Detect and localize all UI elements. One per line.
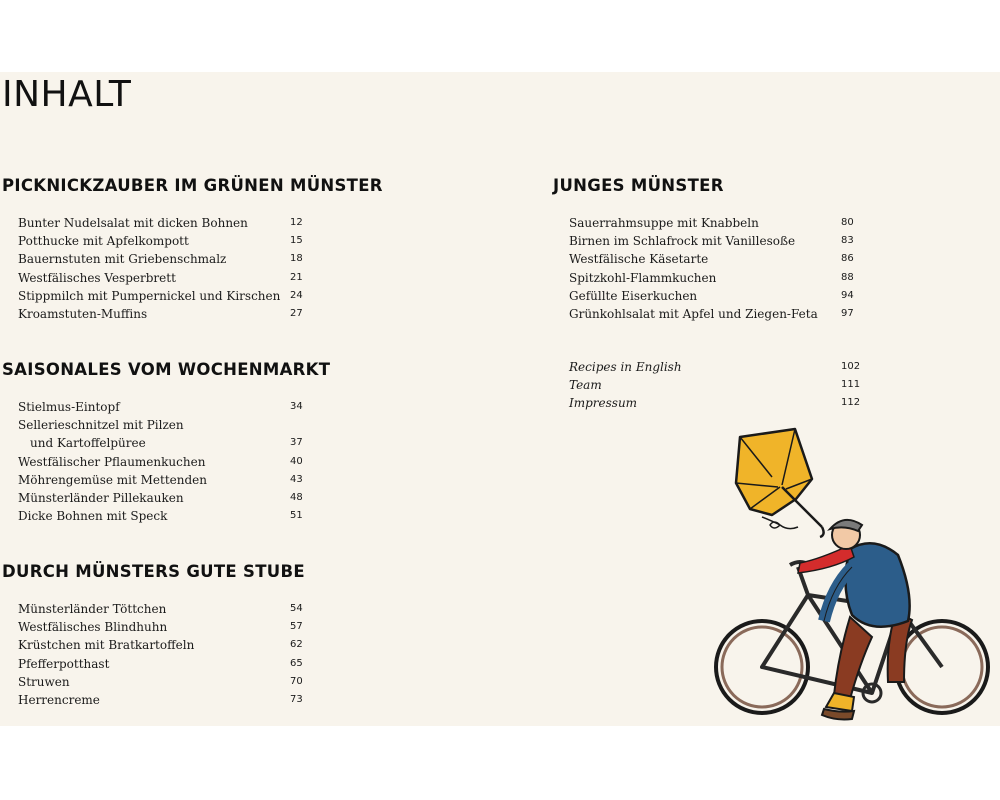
entry-page: 27	[290, 307, 303, 319]
entry-title: Westfälisches Vesperbrett	[18, 270, 176, 285]
entry-title: Westfälische Käsetarte	[569, 252, 709, 267]
section-heading: DURCH MÜNSTERS GUTE STUBE	[2, 562, 305, 581]
entry-title: Gefüllte Eiserkuchen	[569, 288, 698, 303]
entry-page: 70	[290, 675, 303, 687]
entry-page: 48	[290, 491, 303, 503]
entry-title: Münsterländer Töttchen	[18, 602, 167, 616]
toc-entry[interactable]	[18, 618, 318, 636]
toc-entry[interactable]	[18, 453, 318, 471]
section-heading: SAISONALES VOM WOCHENMARKT	[2, 360, 331, 379]
entry-title: Möhrengemüse mit Mettenden	[18, 472, 207, 487]
toc-entry[interactable]	[18, 416, 318, 434]
entry-page: 40	[290, 455, 303, 467]
entry-page: 54	[290, 603, 303, 614]
entry-page: 80	[841, 217, 854, 228]
entry-page: 86	[841, 253, 854, 265]
section-heading: JUNGES MÜNSTER	[553, 176, 724, 195]
entry-page: 21	[290, 271, 303, 283]
toc-entry[interactable]	[569, 269, 869, 287]
toc-entry[interactable]	[18, 214, 318, 232]
entry-title: Spitzkohl-Flammkuchen	[569, 270, 717, 285]
entry-title: Sellerieschnitzel mit Pilzen	[18, 418, 184, 433]
page-title: INHALT	[2, 74, 132, 115]
entry-page: 97	[841, 307, 854, 319]
section-saisonales	[2, 360, 331, 524]
toc-entry[interactable]	[18, 250, 318, 268]
toc-entry[interactable]	[18, 232, 318, 250]
section-heading: PICKNICKZAUBER IM GRÜNEN MÜNSTER	[2, 176, 383, 195]
entry-title: Sauerrahmsuppe mit Knabbeln	[569, 216, 759, 230]
entry-title: Team	[569, 378, 602, 393]
entry-page: 15	[290, 235, 303, 247]
toc-entry[interactable]	[569, 376, 869, 394]
toc-entry[interactable]	[18, 434, 318, 452]
toc-entry[interactable]	[18, 673, 318, 691]
entry-title: Impressum	[569, 396, 638, 411]
entry-title: Westfälisches Blindhuhn	[18, 620, 168, 635]
toc-page	[0, 72, 1000, 726]
toc-entry[interactable]	[18, 655, 318, 673]
cyclist-illustration	[700, 417, 1000, 722]
entry-page: 57	[290, 621, 303, 633]
entry-title: Grünkohlsalat mit Apfel und Ziegen-Feta	[569, 306, 818, 321]
entry-page: 94	[841, 289, 854, 301]
entry-list	[569, 214, 869, 323]
entry-title: Pfefferpotthast	[18, 656, 110, 671]
entry-title: Krüstchen mit Bratkartoffeln	[18, 638, 195, 653]
entry-page: 102	[841, 361, 861, 372]
toc-entry[interactable]	[569, 358, 869, 376]
entry-title: Struwen	[18, 674, 70, 689]
section-picknickzauber	[2, 176, 383, 321]
toc-entry[interactable]	[18, 471, 318, 489]
entry-title: Stippmilch mit Pumpernickel und Kirschen	[18, 288, 281, 303]
entry-title: Kroamstuten-Muffins	[18, 306, 148, 321]
toc-entry[interactable]	[18, 398, 318, 416]
entry-title: Herrencreme	[18, 692, 100, 707]
toc-entry[interactable]	[569, 214, 869, 232]
entry-page: 111	[841, 379, 861, 391]
toc-entry[interactable]	[569, 305, 869, 323]
entry-title: und Kartoffelpüree	[30, 436, 146, 451]
toc-entry[interactable]	[18, 636, 318, 654]
entry-page: 34	[290, 401, 303, 412]
toc-entry[interactable]	[18, 287, 318, 305]
entry-list	[18, 214, 318, 323]
entry-title: Bunter Nudelsalat mit dicken Bohnen	[18, 216, 248, 230]
section-gute-stube	[2, 562, 305, 707]
entry-title: Potthucke mit Apfelkompott	[18, 234, 189, 249]
entry-list	[569, 358, 869, 413]
toc-entry[interactable]	[18, 600, 318, 618]
toc-entry[interactable]	[18, 489, 318, 507]
entry-page: 51	[290, 510, 303, 522]
entry-title: Münsterländer Pillekauken	[18, 490, 184, 505]
entry-list	[18, 398, 318, 525]
entry-page: 12	[290, 217, 303, 228]
toc-entry[interactable]	[569, 394, 869, 412]
entry-title: Birnen im Schlafrock mit Vanillesoße	[569, 234, 796, 249]
entry-title: Recipes in English	[569, 360, 682, 374]
entry-page: 88	[841, 271, 854, 283]
toc-entry[interactable]	[569, 232, 869, 250]
entry-page: 112	[841, 397, 861, 409]
entry-list	[18, 600, 318, 709]
toc-entry[interactable]	[18, 305, 318, 323]
entry-page: 73	[290, 693, 303, 705]
toc-entry[interactable]	[18, 269, 318, 287]
entry-page: 62	[290, 639, 303, 651]
entry-title: Dicke Bohnen mit Speck	[18, 509, 168, 524]
entry-page: 65	[290, 657, 303, 669]
toc-entry[interactable]	[569, 287, 869, 305]
toc-entry[interactable]	[569, 250, 869, 268]
entry-title: Westfälischer Pflaumenkuchen	[18, 454, 206, 469]
entry-title: Stielmus-Eintopf	[18, 400, 120, 414]
entry-page: 37	[290, 437, 303, 449]
entry-title: Bauernstuten mit Griebenschmalz	[18, 252, 227, 267]
umbrella-icon	[736, 429, 824, 537]
entry-page: 83	[841, 235, 854, 247]
entry-page: 43	[290, 473, 303, 485]
entry-page: 18	[290, 253, 303, 265]
toc-entry[interactable]	[18, 691, 318, 709]
section-junges-muenster	[553, 176, 854, 321]
toc-entry[interactable]	[18, 507, 318, 525]
wind-icon	[762, 517, 798, 529]
entry-page: 24	[290, 289, 303, 301]
